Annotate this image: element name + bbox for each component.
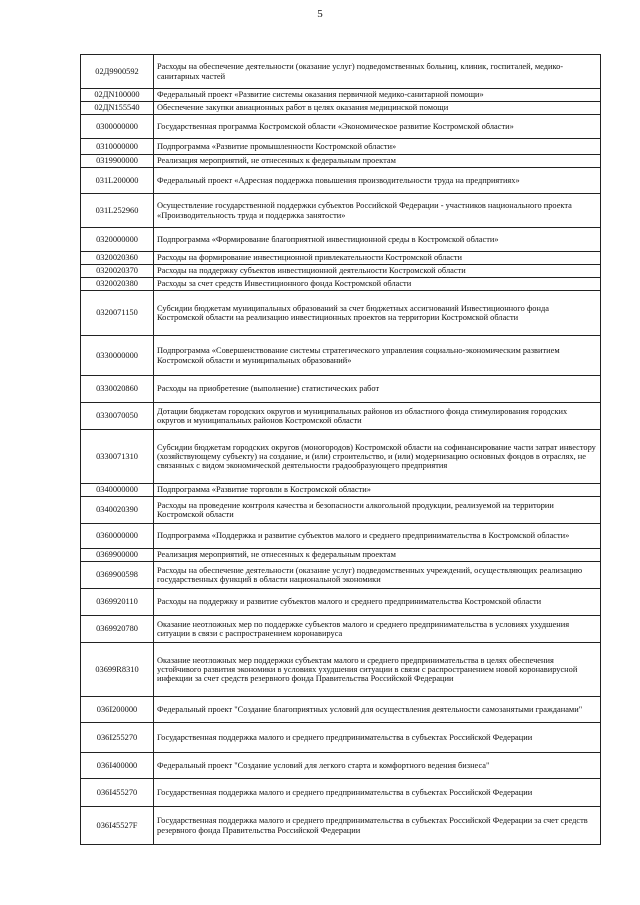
table-row: [81, 252, 601, 265]
code-cell: 0369920110: [81, 589, 154, 616]
code-cell: 036I200000: [81, 697, 154, 723]
code-cell: 0320071150: [81, 291, 154, 336]
code-cell: 0330000000: [81, 336, 154, 376]
description-cell: Подпрограмма «Поддержка и развитие субъектов малого и среднего предпринимательства в Костромской области»: [154, 524, 601, 549]
code-cell: 02ДN155540: [81, 102, 154, 115]
description-cell: Федеральный проект «Развитие системы оказания первичной медико-санитарной помощи»: [154, 89, 601, 102]
description-cell: Расходы на обеспечение деятельности (оказание услуг) подведомственных учреждений, осуществляющих реализацию государственных функций в области национальной экономики: [154, 562, 601, 589]
code-cell: 0300000000: [81, 115, 154, 139]
table-row: [81, 265, 601, 278]
code-cell: 0369900598: [81, 562, 154, 589]
code-cell: 0369900000: [81, 549, 154, 562]
code-cell: 03699R8310: [81, 643, 154, 697]
description-cell: Расходы на поддержку и развитие субъектов малого и среднего предпринимательства Костромской области: [154, 589, 601, 616]
description-cell: Реализация мероприятий, не отнесенных к федеральным проектам: [154, 549, 601, 562]
code-cell: 0340020390: [81, 497, 154, 524]
table-row: [81, 194, 601, 228]
code-cell: 0320020370: [81, 265, 154, 278]
table-row: [81, 168, 601, 194]
table-row: [81, 430, 601, 484]
table-body: [81, 55, 601, 845]
code-cell: 0320020380: [81, 278, 154, 291]
table-row: [81, 139, 601, 155]
code-cell: 0330020860: [81, 376, 154, 403]
code-cell: 0320000000: [81, 228, 154, 252]
code-cell: 0360000000: [81, 524, 154, 549]
description-cell: Федеральный проект "Создание благоприятных условий для осуществления деятельности самозанятыми гражданами": [154, 697, 601, 723]
table-row: [81, 291, 601, 336]
code-cell: 0330070050: [81, 403, 154, 430]
table-row: [81, 643, 601, 697]
description-cell: Государственная поддержка малого и среднего предпринимательства в субъектах Российской Федерации за счет средств резервного фонда Правительства Российской Федерации: [154, 807, 601, 845]
table-row: [81, 497, 601, 524]
description-cell: Расходы на формирование инвестиционной привлекательности Костромской области: [154, 252, 601, 265]
table-row: [81, 228, 601, 252]
table-row: [81, 102, 601, 115]
code-cell: 0340000000: [81, 484, 154, 497]
description-cell: Федеральный проект «Адресная поддержка повышения производительности труда на предприятиях»: [154, 168, 601, 194]
description-cell: Государственная программа Костромской области «Экономическое развитие Костромской области»: [154, 115, 601, 139]
description-cell: Подпрограмма «Развитие промышленности Костромской области»: [154, 139, 601, 155]
description-cell: Субсидии бюджетам муниципальных образований за счет бюджетных ассигнований Инвестиционного фонда Костромской области на реализацию инвестиционных проектов на территории Костромской области: [154, 291, 601, 336]
code-cell: 036I255270: [81, 723, 154, 753]
code-cell: 0369920780: [81, 616, 154, 643]
code-cell: 036I400000: [81, 753, 154, 779]
description-cell: Подпрограмма «Формирование благоприятной инвестиционной среды в Костромской области»: [154, 228, 601, 252]
table-row: [81, 779, 601, 807]
description-cell: Подпрограмма «Развитие торговли в Костромской области»: [154, 484, 601, 497]
description-cell: Оказание неотложных мер по поддержке субъектов малого и среднего предпринимательства в условиях ухудшения ситуации в связи с распространением коронавируса: [154, 616, 601, 643]
table-row: [81, 562, 601, 589]
table-row: [81, 115, 601, 139]
table-row: [81, 376, 601, 403]
table-row: [81, 278, 601, 291]
description-cell: Субсидии бюджетам городских округов (моногородов) Костромской области на софинансирование части затрат инвестору (хозяйствующему субъекту) на создание, и (или) строительство, и (или) модернизацию основных фондов в отраслях, не связанных с видом экономической деятельности градообразующего предприятия: [154, 430, 601, 484]
table-row: [81, 155, 601, 168]
code-cell: 0320020360: [81, 252, 154, 265]
description-cell: Расходы на приобретение (выполнение) статистических работ: [154, 376, 601, 403]
table-row: [81, 549, 601, 562]
description-cell: Расходы на поддержку субъектов инвестиционной деятельности Костромской области: [154, 265, 601, 278]
description-cell: Оказание неотложных мер поддержки субъектам малого и среднего предпринимательства в целях обеспечения устойчивого развития экономики в условиях ухудшения ситуации в связи с распространением новой коронавирусной инфекции за счет средств резервного фонда Правительства Российской Федерации: [154, 643, 601, 697]
table-row: [81, 524, 601, 549]
table-row: [81, 89, 601, 102]
page-number: 5: [317, 8, 323, 20]
table-row: [81, 336, 601, 376]
description-cell: Осуществление государственной поддержки субъектов Российской Федерации - участников национального проекта «Производительность труда и поддержка занятости»: [154, 194, 601, 228]
table-row: [81, 807, 601, 845]
description-cell: Государственная поддержка малого и среднего предпринимательства в субъектах Российской Федерации: [154, 779, 601, 807]
description-cell: Подпрограмма «Совершенствование системы стратегического управления социально-экономическим развитием Костромской области и муниципальных образований»: [154, 336, 601, 376]
table-row: [81, 697, 601, 723]
code-cell: 036I45527F: [81, 807, 154, 845]
description-cell: Расходы на проведение контроля качества и безопасности алкогольной продукции, реализуемой на территории Костромской области: [154, 497, 601, 524]
code-cell: 02ДN100000: [81, 89, 154, 102]
description-cell: Дотации бюджетам городских округов и муниципальных районов из областного фонда стимулирования городских округов и муниципальных районов Костромской области: [154, 403, 601, 430]
code-cell: 0310000000: [81, 139, 154, 155]
budget-codes-table: [80, 54, 601, 845]
description-cell: Расходы за счет средств Инвестиционного фонда Костромской области: [154, 278, 601, 291]
description-cell: Федеральный проект "Создание условий для легкого старта и комфортного ведения бизнеса": [154, 753, 601, 779]
table-row: [81, 616, 601, 643]
table-row: [81, 589, 601, 616]
code-cell: 0330071310: [81, 430, 154, 484]
code-cell: 0319900000: [81, 155, 154, 168]
table-row: [81, 55, 601, 89]
description-cell: Обеспечение закупки авиационных работ в целях оказания медицинской помощи: [154, 102, 601, 115]
code-cell: 036I455270: [81, 779, 154, 807]
table-row: [81, 723, 601, 753]
description-cell: Государственная поддержка малого и среднего предпринимательства в субъектах Российской Федерации: [154, 723, 601, 753]
table-row: [81, 403, 601, 430]
table-row: [81, 484, 601, 497]
table-row: [81, 753, 601, 779]
code-cell: 02Д9900592: [81, 55, 154, 89]
description-cell: Расходы на обеспечение деятельности (оказание услуг) подведомственных больниц, клиник, госпиталей, медико-санитарных частей: [154, 55, 601, 89]
code-cell: 031L252960: [81, 194, 154, 228]
code-cell: 031L200000: [81, 168, 154, 194]
description-cell: Реализация мероприятий, не отнесенных к федеральным проектам: [154, 155, 601, 168]
